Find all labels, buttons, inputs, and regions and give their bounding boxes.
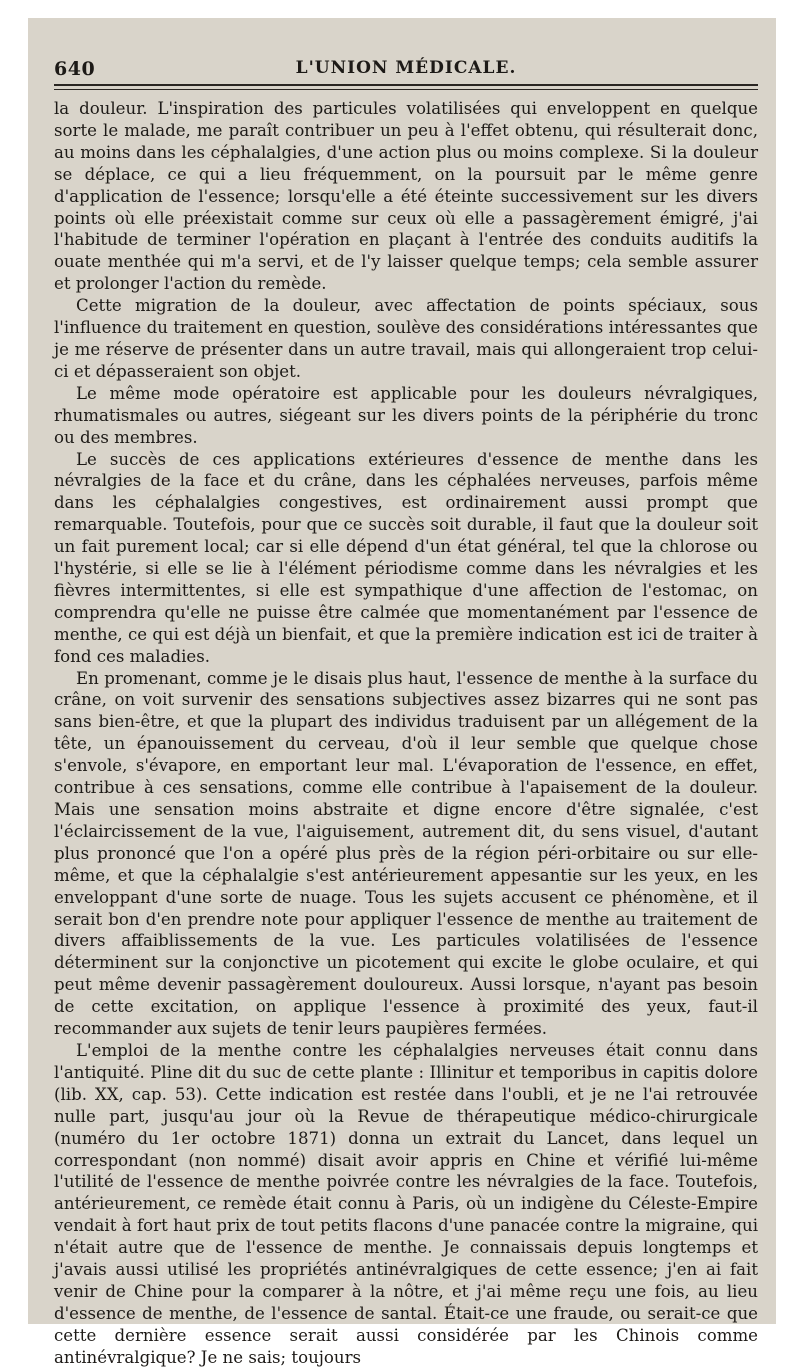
paragraph: la douleur. L'inspiration des particules volatilisées qui enveloppent en quelque sorte le malade, me paraît contribuer un peu à l'effet obtenu, qui résulterait donc, au moins dans les céphalalgies, d'une action plus ou moins complexe. Si la douleur se déplace, ce qui a lieu fréquemment, on la poursuit par le même genre d'application de l'essence; lorsqu'elle a été éteinte successivement sur les divers points où elle préexistait comme sur ceux où elle a passagèrement émigré, j'ai l'habitude de terminer l'opération en plaçant à l'entrée des conduits auditifs la ouate menthée qui m'a servi, et de l'y laisser quelque temps; cela semble assurer et prolonger l'action du remède. <box>54 99 758 294</box>
article-body <box>54 98 758 1369</box>
journal-title: L'UNION MÉDICALE. <box>295 58 517 78</box>
page-number: 640 <box>54 58 96 80</box>
paragraph: Le même mode opératoire est applicable pour les douleurs névralgiques, rhumatismales ou autres, siégeant sur les divers points de la périphérie du tronc ou des membres. <box>54 383 758 447</box>
page-header <box>54 54 758 86</box>
scanned-page <box>28 18 776 1367</box>
paragraph: Le succès de ces applications extérieures d'essence de menthe dans les névralgies de la face et du crâne, dans les céphalées nerveuses, parfois même dans les céphalalgies congestives, est ordinairement aussi prompt que remarquable. Toutefois, pour que ce succès soit durable, il faut que la douleur soit un fait purement local; car si elle dépend d'un état général, tel que la chlorose ou l'hystérie, si elle se lie à l'élément périodisme comme dans les névralgies et les fièvres intermittentes, si elle est sympathique d'une affection de l'estomac, on comprendra qu'elle ne puisse être calmée que momentanément par l'essence de menthe, ce qui est déjà un bienfait, et que la première indication est ici de traiter à fond ces maladies. <box>54 449 758 666</box>
header-rule <box>54 89 758 90</box>
paragraph: L'emploi de la menthe contre les céphalalgies nerveuses était connu dans l'antiquité. Pline dit du suc de cette plante : Illinitur et temporibus in capitis dolore (lib. XX, cap. 53). Cette indication est restée dans l'oubli, et je ne l'ai retrouvée nulle part, jusqu'au jour où la Revue de thérapeutique médico-chirurgicale (numéro du 1er octobre 1871) donna un extrait du Lancet, dans lequel un correspondant (non nommé) disait avoir appris en Chine et vérifié lui-même l'utilité de l'essence de menthe poivrée contre les névralgies de la face. Toutefois, antérieurement, ce remède était connu à Paris, où un indigène du Céleste-Empire vendait à fort haut prix de tout petits flacons d'une panacée contre la migraine, qui n'était autre que de l'essence de menthe. Je connaissais depuis longtemps et j'avais aussi utilisé les propriétés antinévralgiques de cette essence; j'en ai fait venir de Chine pour la comparer à la nôtre, et j'ai même reçu une fois, au lieu d'essence de menthe, de l'essence de santal. Était-ce une fraude, ou serait-ce que cette dernière essence serait aussi considérée par les Chinois comme antinévralgique? Je ne sais; toujours <box>54 1040 758 1367</box>
paragraph: En promenant, comme je le disais plus haut, l'essence de menthe à la surface du crâne, on voit survenir des sensations subjectives assez bizarres qui ne sont pas sans bien-être, et que la plupart des individus traduisent par un allégement de la tête, un épanouissement du cerveau, d'où il leur semble que quelque chose s'envole, s'évapore, en emportant leur mal. L'évaporation de l'essence, en effet, contribue à ces sensations, comme elle contribue à l'apaisement de la douleur. Mais une sensation moins abstraite et digne encore d'être signalée, c'est l'éclaircissement de la vue, l'aiguisement, autrement dit, du sens visuel, d'autant plus prononcé que l'on a opéré plus près de la région péri-orbitaire ou sur elle-même, et que la céphalalgie s'est antérieurement appesantie sur les yeux, en les enveloppant d'une sorte de nuage. Tous les sujets accusent ce phénomène, et il serait bon d'en prendre note pour appliquer l'essence de menthe au traitement de divers affaiblissements de la vue. Les particules volatilisées de l'essence déterminent sur la conjonctive un picotement qui excite le globe oculaire, et qui peut même devenir passagèrement douloureux. Aussi lorsque, n'ayant pas besoin de cette excitation, on applique l'essence à proximité des yeux, faut-il recommander aux sujets de tenir leurs paupières fermées. <box>54 668 758 1039</box>
paragraph: Cette migration de la douleur, avec affectation de points spéciaux, sous l'influence du traitement en question, soulève des considérations intéressantes que je me réserve de présenter dans un autre travail, mais qui allongeraient trop celui-ci et dépasseraient son objet. <box>54 296 758 381</box>
